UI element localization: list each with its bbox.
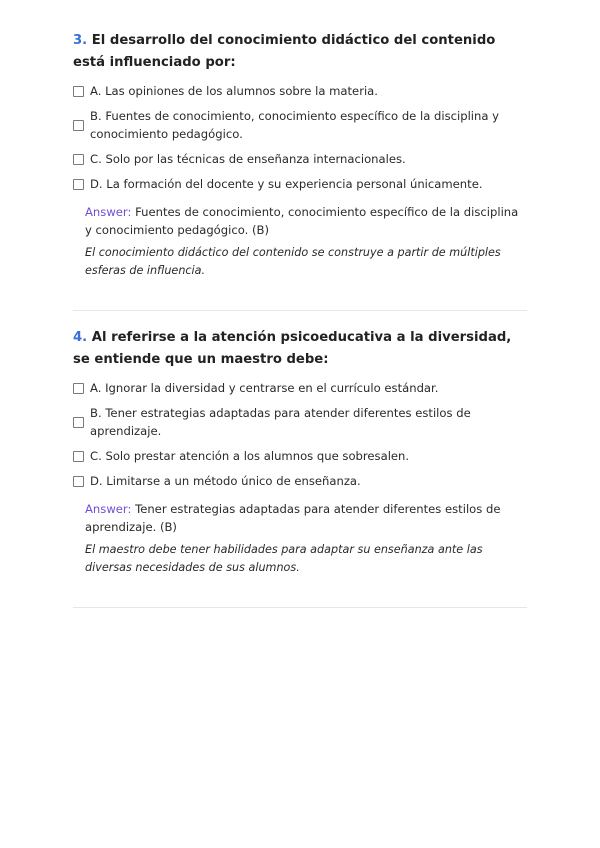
question-text: El desarrollo del conocimiento didáctico del contenido está influenciado por: (73, 33, 496, 70)
option-label: D. Limitarse a un método único de enseñanza. (90, 474, 361, 488)
option-a[interactable] (73, 82, 527, 100)
option-b[interactable] (73, 107, 527, 143)
answer-label: Answer: (85, 502, 132, 516)
checkbox[interactable] (73, 451, 84, 462)
divider (73, 607, 527, 608)
explanation: El conocimiento didáctico del contenido se construye a partir de múltiples esferas de influencia. (85, 246, 501, 277)
answer-label: Answer: (85, 205, 132, 219)
divider (73, 310, 527, 311)
checkbox[interactable] (73, 383, 84, 394)
explanation: El maestro debe tener habilidades para adaptar su enseñanza ante las diversas necesidades de sus alumnos. (85, 543, 483, 574)
option-a[interactable] (73, 379, 527, 397)
option-label: D. La formación del docente y su experiencia personal únicamente. (90, 177, 483, 191)
option-b[interactable] (73, 404, 527, 440)
checkbox[interactable] (73, 120, 84, 131)
checkbox[interactable] (73, 417, 84, 428)
options-list (73, 82, 527, 193)
option-c[interactable] (73, 150, 527, 168)
option-c[interactable] (73, 447, 527, 465)
question-title (73, 327, 527, 371)
option-d[interactable] (73, 175, 527, 193)
checkbox[interactable] (73, 154, 84, 165)
answer-block (85, 500, 527, 577)
option-label: A. Las opiniones de los alumnos sobre la materia. (90, 84, 378, 98)
answer-block (85, 203, 527, 280)
question-text: Al referirse a la atención psicoeducativa a la diversidad, se entiende que un maestro debe: (73, 330, 512, 367)
checkbox[interactable] (73, 86, 84, 97)
option-label: A. Ignorar la diversidad y centrarse en el currículo estándar. (90, 381, 439, 395)
answer (85, 500, 527, 536)
option-d[interactable] (73, 472, 527, 490)
question-number: 3. (73, 33, 88, 48)
option-label: B. Fuentes de conocimiento, conocimiento específico de la disciplina y conocimiento pedagógico. (90, 109, 500, 141)
answer (85, 203, 527, 239)
option-label: B. Tener estrategias adaptadas para atender diferentes estilos de aprendizaje. (90, 406, 471, 438)
question-3 (73, 30, 527, 280)
checkbox[interactable] (73, 476, 84, 487)
question-number: 4. (73, 330, 88, 345)
question-4 (73, 327, 527, 577)
answer-text: Fuentes de conocimiento, conocimiento específico de la disciplina y conocimiento pedagógico. (B) (85, 205, 519, 237)
answer-text: Tener estrategias adaptadas para atender diferentes estilos de aprendizaje. (B) (85, 502, 501, 534)
option-label: C. Solo por las técnicas de enseñanza internacionales. (90, 152, 406, 166)
option-label: C. Solo prestar atención a los alumnos que sobresalen. (90, 449, 410, 463)
question-title (73, 30, 527, 74)
options-list (73, 379, 527, 490)
checkbox[interactable] (73, 179, 84, 190)
